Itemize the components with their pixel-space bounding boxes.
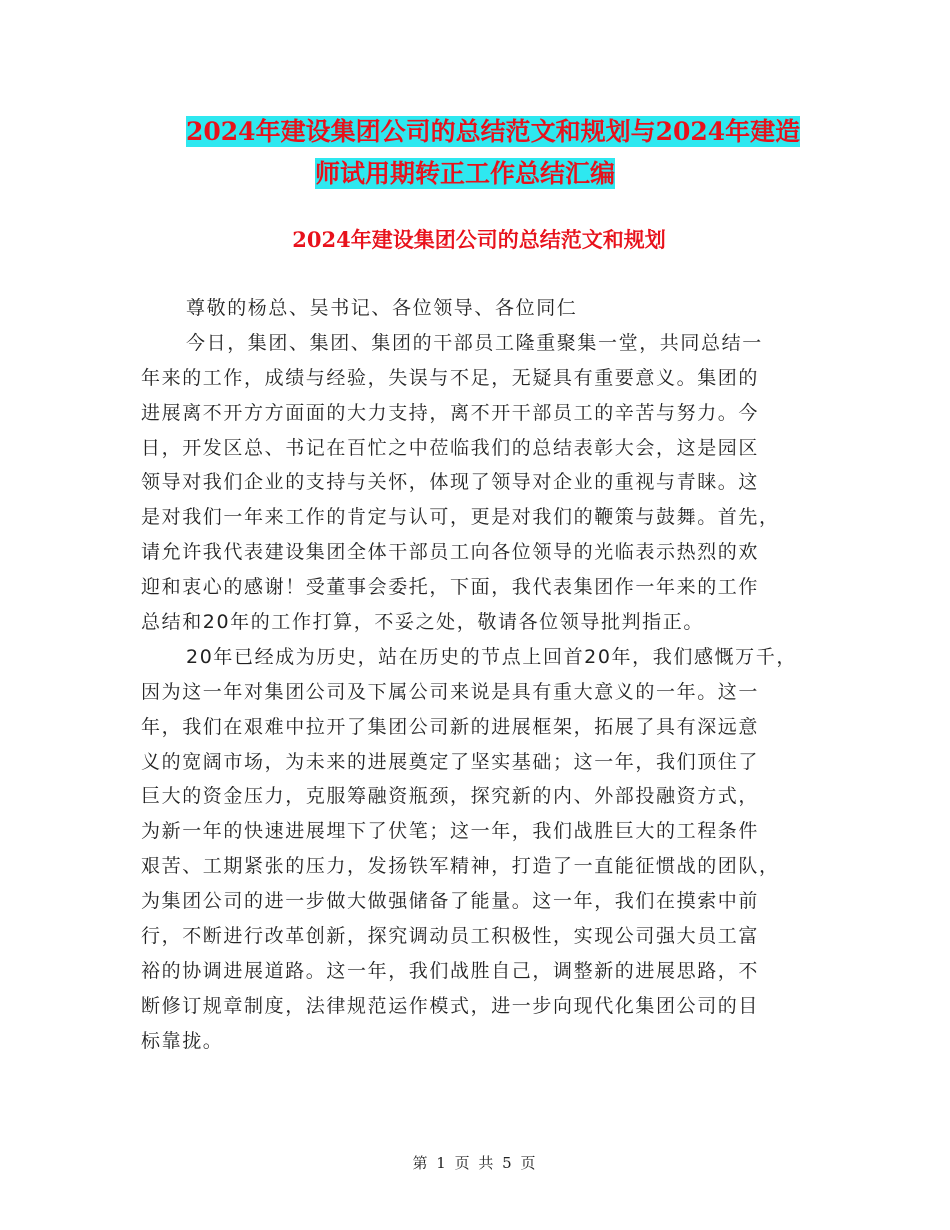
body-line: 标靠拢。 [141, 1029, 224, 1052]
body-line: 断修订规章制度，法律规范运作模式，进一步向现代化集团公司的目 [141, 994, 760, 1017]
body-line: 年来的工作，成绩与经验，失误与不足，无疑具有重要意义。集团的 [141, 366, 760, 389]
body-line: 迎和衷心的感谢！受董事会委托，下面，我代表集团作一年来的工作 [141, 576, 760, 599]
body-line: 年，我们在艰难中拉开了集团公司新的进展框架，拓展了具有深远意 [141, 715, 760, 738]
body-line: 行，不断进行改革创新，探究调动员工积极性，实现公司强大员工富 [141, 925, 760, 948]
body-line: 总结和20年的工作打算，不妥之处，敬请各位领导批判指正。 [141, 611, 704, 634]
body-line: 为集团公司的进一步做大做强储备了能量。这一年，我们在摸索中前 [141, 890, 760, 913]
body-line: 义的宽阔市场，为未来的进展奠定了坚实基础；这一年，我们顶住了 [141, 750, 760, 773]
body-line: 为新一年的快速进展埋下了伏笔；这一年，我们战胜巨大的工程条件 [141, 820, 760, 843]
body-line: 裕的协调进展道路。这一年，我们战胜自己，调整新的进展思路，不 [141, 959, 760, 982]
body-text [141, 291, 825, 1059]
body-line: 艰苦、工期紧张的压力，发扬铁军精神，打造了一直能征惯战的团队， [141, 855, 780, 878]
body-line: 请允许我代表建设集团全体干部员工向各位领导的光临表示热烈的欢 [141, 541, 760, 564]
body-line: 是对我们一年来工作的肯定与认可，更是对我们的鞭策与鼓舞。首先， [141, 506, 780, 529]
document-title-line-1: 2024年建设集团公司的总结范文和规划与2024年建造 [186, 117, 801, 146]
page-footer: 第 1 页 共 5 页 [412, 1154, 538, 1172]
body-line: 日，开发区总、书记在百忙之中莅临我们的总结表彰大会，这是园区 [141, 436, 760, 459]
body-line: 尊敬的杨总、吴书记、各位领导、各位同仁 [186, 297, 578, 319]
body-line: 因为这一年对集团公司及下属公司来说是具有重大意义的一年。这一 [141, 680, 760, 703]
section-title: 2024年建设集团公司的总结范文和规划 [292, 227, 666, 252]
body-line: 巨大的资金压力，克服筹融资瓶颈，探究新的内、外部投融资方式， [141, 785, 760, 808]
body-line: 20年已经成为历史，站在历史的节点上回首20年，我们感慨万千， [186, 645, 797, 668]
body-line: 进展离不开方方面面的大力支持，离不开干部员工的辛苦与努力。今 [141, 401, 760, 424]
body-line: 领导对我们企业的支持与关怀，体现了领导对企业的重视与青睐。这 [141, 471, 760, 494]
document-title-line-2: 师试用期转正工作总结汇编 [315, 159, 616, 188]
body-line: 今日，集团、集团、集团的干部员工隆重聚集一堂，共同总结一 [186, 331, 763, 354]
